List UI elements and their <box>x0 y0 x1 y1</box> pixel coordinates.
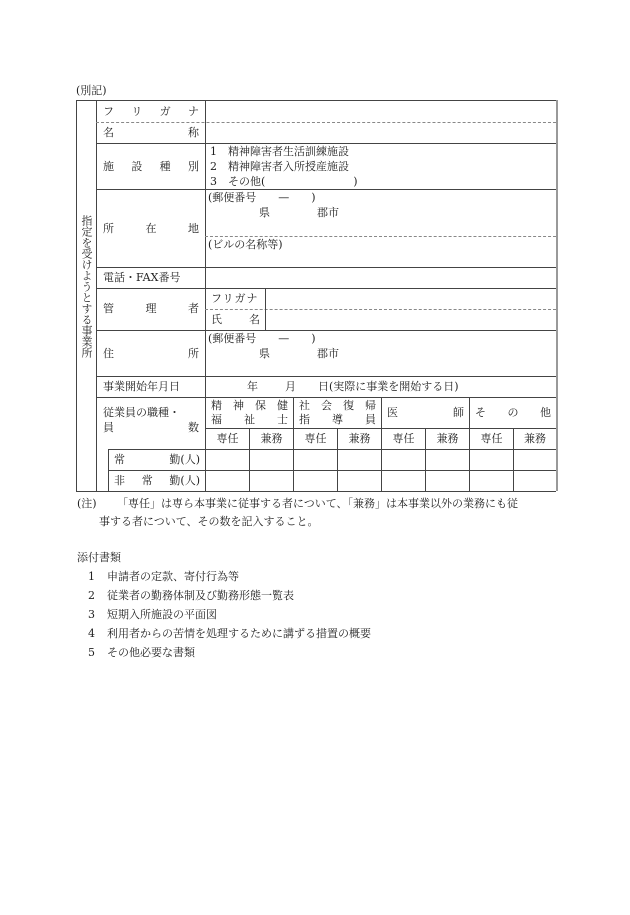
label-char: 在 <box>145 222 157 235</box>
attachment-num: 2 <box>88 589 95 602</box>
staff-count-cell[interactable] <box>250 450 293 470</box>
staff-count-cell[interactable] <box>382 471 425 491</box>
facility-option-1[interactable]: 1 精神障害者生活訓練施設 <box>210 145 349 158</box>
label-char: 種 <box>159 160 171 173</box>
category-psw-line1 <box>211 399 288 412</box>
side-label: 指定を受けようとする事業所 <box>80 215 93 358</box>
row-label-fulltime-staff <box>114 453 200 466</box>
label-staff-line1: 従業員の職種・ <box>103 406 180 419</box>
manager-name-input[interactable] <box>266 310 555 329</box>
name-input[interactable] <box>206 123 555 142</box>
start-date-year: 年 <box>247 380 258 393</box>
category-rehab-line1 <box>299 399 376 412</box>
label-char: 住 <box>103 347 114 360</box>
start-date-day: 日(実際に事業を開始する日) <box>318 380 459 393</box>
label-start-date: 事業開始年月日 <box>103 380 180 393</box>
label-phone-fax: 電話・FAX番号 <box>103 271 181 284</box>
label-manager <box>103 302 199 315</box>
label-char: 非 <box>114 474 125 487</box>
attachment-num: 1 <box>88 570 95 583</box>
table-left-border <box>76 100 77 491</box>
subheader-fulltime: 専任 <box>392 432 415 445</box>
address-input[interactable] <box>206 331 555 375</box>
staff-count-cell[interactable] <box>426 450 469 470</box>
label-char: 数 <box>188 421 199 434</box>
category-doctor <box>387 406 464 419</box>
label-char: 所 <box>103 222 114 235</box>
attachment-num: 5 <box>88 646 95 659</box>
label-furigana <box>103 105 199 118</box>
label-char: 社 <box>299 399 310 412</box>
label-char: 会 <box>321 399 332 412</box>
subheader-parttime: 兼務 <box>524 432 546 445</box>
label-name <box>103 126 199 139</box>
label-char: 士 <box>277 413 288 426</box>
staff-count-cell[interactable] <box>514 471 556 491</box>
side-column-divider <box>96 100 97 491</box>
attachment-item: その他必要な書類 <box>107 646 195 659</box>
category-other <box>475 406 551 419</box>
subheader-fulltime: 専任 <box>480 432 503 445</box>
label-char: リ <box>131 105 143 118</box>
note-line1: 「専任」は専ら本事業に従事する者について、「兼務」は本事業以外の業務にも従 <box>117 497 519 510</box>
address-city: 郡市 <box>317 347 339 360</box>
attachment-item: 利用者からの苦情を処理するために講ずる措置の概要 <box>107 627 371 640</box>
category-psw-line2 <box>211 413 288 426</box>
label-char: 別 <box>187 160 199 173</box>
subheader-fulltime: 専任 <box>304 432 327 445</box>
label-char: 師 <box>453 406 464 419</box>
label-char: 福 <box>211 413 222 426</box>
staff-count-cell[interactable] <box>206 450 249 470</box>
location-building: (ビルの名称等) <box>208 238 283 251</box>
row-label-parttime-staff <box>114 474 200 487</box>
location-input[interactable] <box>206 190 555 266</box>
label-char: 者 <box>188 302 199 315</box>
furigana-input[interactable] <box>206 101 555 121</box>
section-heading: (別記) <box>76 84 107 97</box>
label-staff-line2 <box>103 421 199 434</box>
label-char: 所 <box>188 347 199 360</box>
subheader-parttime: 兼務 <box>260 432 283 445</box>
row-divider <box>96 376 556 377</box>
phone-fax-input[interactable] <box>206 268 555 287</box>
label-char: 称 <box>188 126 199 139</box>
attachment-item: 従業者の勤務体制及び勤務形態一覧表 <box>107 589 294 602</box>
label-char: ナ <box>187 105 199 118</box>
label-char: 神 <box>233 399 244 412</box>
label-char: 祉 <box>244 413 255 426</box>
label-char: 導 <box>332 413 343 426</box>
label-char: そ <box>475 406 486 419</box>
label-char: 帰 <box>365 399 376 412</box>
staff-count-cell[interactable] <box>338 471 381 491</box>
label-char: 勤(人) <box>169 474 200 487</box>
label-char: 常 <box>141 474 153 487</box>
label-char: 保 <box>255 399 266 412</box>
manager-name-label <box>211 313 260 326</box>
staff-count-cell[interactable] <box>470 450 513 470</box>
staff-count-cell[interactable] <box>294 471 337 491</box>
label-char: 復 <box>343 399 354 412</box>
address-postal: (郵便番号 — ) <box>208 332 316 345</box>
facility-option-2[interactable]: 2 精神障害者入所授産施設 <box>210 160 349 173</box>
label-char: 設 <box>131 160 143 173</box>
staff-count-cell[interactable] <box>206 471 249 491</box>
location-pref: 県 <box>259 206 270 219</box>
staff-count-cell[interactable] <box>338 450 381 470</box>
label-char: 員 <box>365 413 376 426</box>
label-char: 氏 <box>211 313 222 326</box>
label-char: 名 <box>249 313 260 326</box>
label-facility-type <box>103 160 199 173</box>
attachment-item: 申請者の定款、寄付行為等 <box>107 570 239 583</box>
label-char: 医 <box>387 406 398 419</box>
row-divider <box>96 397 556 398</box>
location-postal: (郵便番号 — ) <box>208 191 316 204</box>
label-char: 員 <box>103 421 114 434</box>
note-prefix: (注) <box>77 497 97 510</box>
label-char: ガ <box>159 105 171 118</box>
label-char: 地 <box>188 222 199 235</box>
facility-option-3[interactable]: 3 その他( ) <box>210 175 358 188</box>
table-right-border <box>556 100 558 491</box>
staff-count-cell[interactable] <box>426 471 469 491</box>
note-line2: 事する者について、その数を記入すること。 <box>99 515 319 528</box>
staff-count-cell[interactable] <box>250 471 293 491</box>
start-date-month: 月 <box>285 380 296 393</box>
attachments-title: 添付書類 <box>77 551 121 564</box>
staff-count-cell[interactable] <box>294 450 337 470</box>
label-char: 指 <box>299 413 310 426</box>
manager-furigana-label: フリガナ <box>211 292 259 305</box>
manager-furigana-input[interactable] <box>266 289 555 308</box>
staff-row-inner-border <box>108 449 109 491</box>
staff-count-cell[interactable] <box>470 471 513 491</box>
category-rehab-line2 <box>299 413 376 426</box>
address-pref: 県 <box>259 347 270 360</box>
label-char: 名 <box>103 126 114 139</box>
table-bottom-border <box>76 491 556 492</box>
label-char: 精 <box>211 399 222 412</box>
staff-count-cell[interactable] <box>514 450 556 470</box>
label-char: 健 <box>277 399 288 412</box>
staff-count-cell[interactable] <box>382 450 425 470</box>
attachment-item: 短期入所施設の平面図 <box>107 608 217 621</box>
label-char: 常 <box>114 453 125 466</box>
label-char: 管 <box>103 302 114 315</box>
subheader-fulltime: 専任 <box>216 432 239 445</box>
label-char: 理 <box>145 302 157 315</box>
subheader-parttime: 兼務 <box>436 432 459 445</box>
row-divider <box>96 143 556 144</box>
label-char: フ <box>103 105 114 118</box>
label-char: の <box>507 406 519 419</box>
attachment-num: 3 <box>88 608 95 621</box>
label-char: 勤(人) <box>169 453 200 466</box>
location-city: 郡市 <box>317 206 339 219</box>
label-location <box>103 222 199 235</box>
label-char: 他 <box>540 406 551 419</box>
attachment-num: 4 <box>88 627 95 640</box>
label-char: 施 <box>103 160 114 173</box>
label-address <box>103 347 199 360</box>
subheader-parttime: 兼務 <box>348 432 371 445</box>
